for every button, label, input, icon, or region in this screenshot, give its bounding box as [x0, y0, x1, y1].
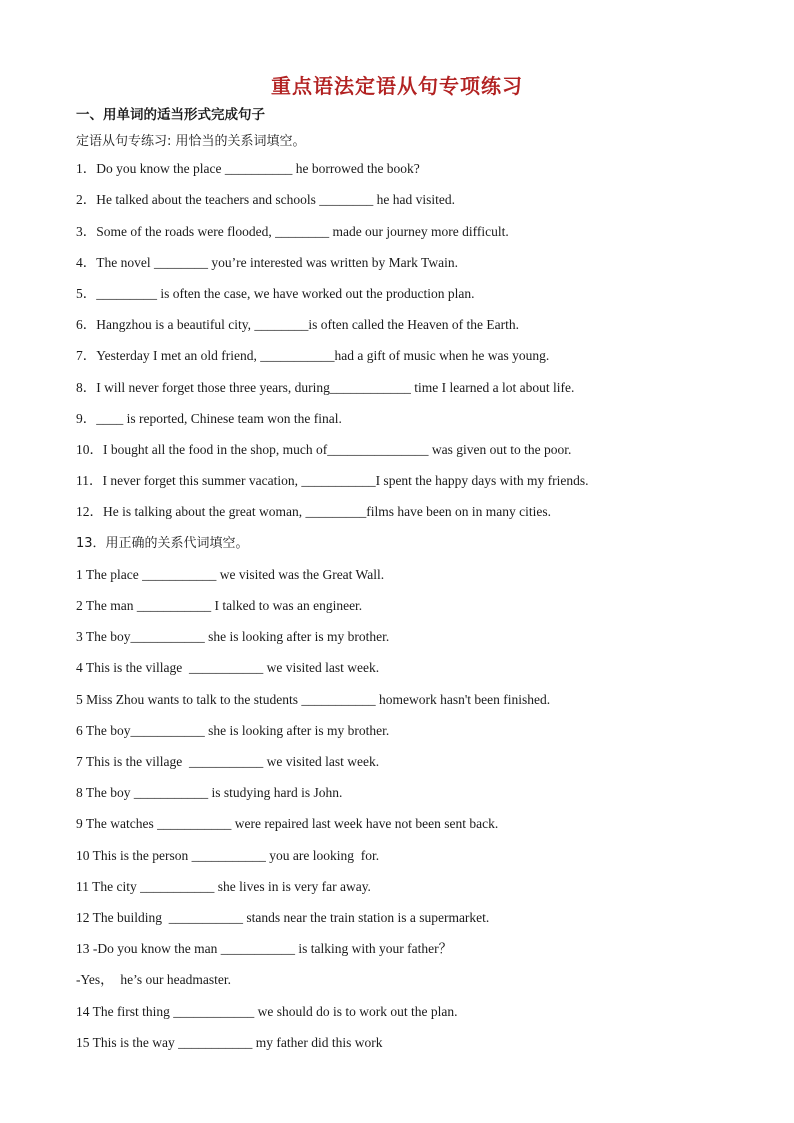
question-line: 5．_________ is often the case, we have worked out the production plan. — [76, 286, 475, 301]
question-line: 4．The novel ________ you’re interested was written by Mark Twain. — [76, 255, 458, 270]
question-line: 8 The boy ___________ is studying hard is John. — [76, 785, 343, 800]
question-line: 13 -Do you know the man ___________ is talking with your father？ — [76, 941, 453, 956]
page-title: 重点语法定语从句专项练习 — [271, 74, 523, 98]
question-line: 11 The city ___________ she lives in is very far away. — [76, 879, 371, 894]
question-line: 10．I bought all the food in the shop, much of_______________ was given out to the poor. — [76, 442, 572, 457]
question-line: 12．He is talking about the great woman, _________films have been on in many cities. — [76, 504, 552, 519]
question-line: 7 This is the village ___________ we visited last week. — [76, 754, 380, 769]
question-line: 7．Yesterday I met an old friend, ___________had a gift of music when he was young. — [76, 348, 550, 363]
answer-line: -Yes， he’s our headmaster. — [76, 972, 231, 987]
question-line: 3 The boy___________ she is looking after is my brother. — [76, 629, 390, 644]
question-line: 5 Miss Zhou wants to talk to the students ___________ homework hasn't been finished. — [76, 692, 551, 707]
subsection-heading: 13．用正确的关系代词填空。 — [76, 536, 249, 551]
question-line: 2 The man ___________ I talked to was an engineer. — [76, 598, 363, 613]
question-line: 12 The building ___________ stands near the train station is a supermarket. — [76, 910, 490, 925]
question-line: 9 The watches ___________ were repaired last week have not been sent back. — [76, 816, 499, 831]
question-line: 9．____ is reported, Chinese team won the final. — [76, 411, 342, 426]
question-line: 14 The first thing ____________ we should do is to work out the plan. — [76, 1004, 458, 1019]
question-line: 1．Do you know the place __________ he borrowed the book? — [76, 161, 420, 176]
question-line: 6．Hangzhou is a beautiful city, ________is often called the Heaven of the Earth. — [76, 317, 519, 332]
question-line: 4 This is the village ___________ we visited last week. — [76, 660, 380, 675]
question-line: 11．I never forget this summer vacation, ___________I spent the happy days with my friends. — [76, 473, 589, 488]
question-line: 15 This is the way ___________ my father did this work — [76, 1035, 383, 1050]
question-line: 8．I will never forget those three years, during____________ time I learned a lot about life. — [76, 380, 575, 395]
question-line: 3．Some of the roads were flooded, ________ made our journey more difficult. — [76, 224, 509, 239]
section-instruction: 定语从句专练习: 用恰当的关系词填空。 — [76, 134, 306, 149]
question-line: 6 The boy___________ she is looking after is my brother. — [76, 723, 390, 738]
question-line: 10 This is the person ___________ you are looking for. — [76, 848, 380, 863]
question-line: 1 The place ___________ we visited was the Great Wall. — [76, 567, 385, 582]
question-line: 2．He talked about the teachers and schools ________ he had visited. — [76, 192, 456, 207]
section-heading: 一、用单词的适当形式完成句子 — [76, 107, 265, 123]
